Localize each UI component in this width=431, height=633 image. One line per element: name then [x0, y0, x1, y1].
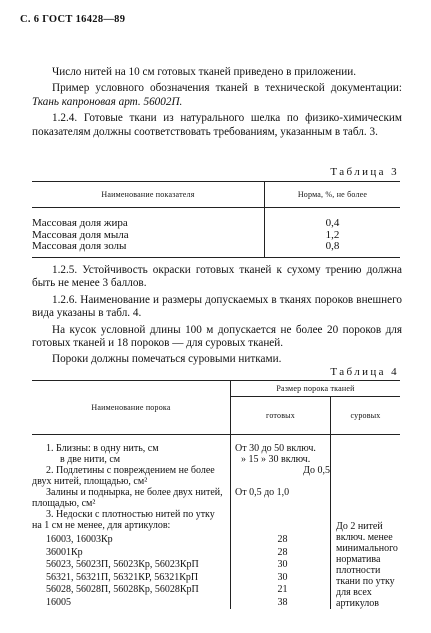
- table-row: [32, 487, 400, 509]
- defect-3-name: 3. Недоски с плотностью нитей по утку на 1 см не менее, для артикулов:: [32, 509, 231, 534]
- table3-row-name: Массовая доля мыла: [32, 230, 265, 242]
- defect-finished-value: [231, 465, 331, 487]
- defect-raw-note: До 2 нитей включ. менее минимального норматива плотности ткани по утку для всех артикулов: [336, 521, 398, 609]
- table3-caption: Таблица 3: [330, 166, 399, 178]
- article-name: 16005: [32, 597, 231, 610]
- article-name: 36001Кр: [32, 547, 231, 560]
- article-value: 30: [277, 559, 288, 570]
- paragraph-appendix: Число нитей на 10 см готовых тканей приведено в приложении.: [52, 66, 357, 78]
- table-row: [32, 218, 400, 230]
- article-name: 56321, 56321П, 56321КР, 56321КрП: [32, 572, 231, 585]
- example-designation: Ткань капроновая арт. 56002П.: [32, 95, 183, 108]
- table-row: [32, 443, 400, 465]
- table3-col1-header: Наименование показателя: [32, 182, 265, 208]
- article-name: 56023, 56023П, 56023Кр, 56023КрП: [32, 559, 231, 572]
- table4-col3-header: суровых: [331, 397, 401, 435]
- paragraph-1-2-5: 1.2.5. Устойчивость окраски готовых тканей к сухому трению должна быть не менее 3 баллов.: [32, 264, 402, 290]
- table-row: [32, 465, 400, 487]
- paragraph-1-2-6: 1.2.6. Наименование и размеры допускаемых в тканях пороков внешнего вида указаны в табл. 4.: [32, 293, 402, 320]
- table-row: [32, 241, 400, 253]
- mid-block: [32, 264, 402, 367]
- table4-col1-header: Наименование порока: [32, 381, 231, 435]
- defect-finished-value: [231, 487, 331, 509]
- table4-caption: Таблица 4: [330, 366, 399, 378]
- article-name: 16003, 16003Кр: [32, 534, 231, 547]
- defect-2b-value: От 0,5 до 1,0: [235, 487, 290, 498]
- table3-row-value: 0,8: [325, 240, 340, 252]
- table3-row-name: Массовая доля жира: [32, 218, 265, 230]
- defect-1-line2: в две нити, см: [60, 454, 121, 465]
- article-value: 30: [277, 571, 288, 583]
- table-row: [32, 509, 400, 534]
- defect-2-name: 2. Подлетины с повреждением не более двух нитей, площадью, см²: [32, 465, 231, 487]
- defect-finished-value: [231, 443, 331, 465]
- defect-1-value2: » 15 » 30 включ.: [241, 454, 311, 465]
- article-value: 21: [277, 584, 288, 595]
- article-value: 38: [277, 596, 288, 608]
- table3-row-name: Массовая доля золы: [32, 241, 265, 253]
- table3-row-value: 1,2: [325, 228, 340, 241]
- table-4: [32, 380, 400, 609]
- table-3: [32, 181, 400, 258]
- table4-col2-header: готовых: [231, 397, 331, 435]
- paragraph-marking: Пороки должны помечаться суровыми нитками.: [52, 353, 282, 366]
- table3-row-value: 0,4: [325, 217, 340, 229]
- article-value: 28: [277, 546, 288, 558]
- article-value: 28: [277, 534, 288, 545]
- paragraph-example: [32, 82, 402, 109]
- page-header: С. 6 ГОСТ 16428—89: [20, 14, 126, 25]
- example-text: Пример условного обозначения тканей в технической документации:: [52, 82, 402, 95]
- intro-block: [32, 66, 402, 139]
- defect-2b-name: Залины и поднырка, не более двух нитей, площадью, см²: [32, 487, 231, 509]
- defect-name: [32, 443, 231, 465]
- defect-1-line1: 1. Близны: в одну нить, см: [46, 443, 159, 454]
- defect-2-value: До 0,5: [303, 465, 330, 476]
- defect-1-value1: От 30 до 50 включ.: [235, 443, 316, 454]
- paragraph-defect-limit: На кусок условной длины 100 м допускается не более 20 пороков для готовых тканей и 18 пороков — для суровых тканей.: [32, 323, 402, 350]
- paragraph-1-2-4: 1.2.4. Готовые ткани из натурального шелка по физико-химическим показателям должны соответствовать требованиям, указанным в табл. 3.: [32, 112, 402, 138]
- article-name: 56028, 56028П, 56028Кр, 56028КрП: [32, 584, 231, 597]
- table4-group-header: Размер порока тканей: [231, 381, 401, 397]
- table3-col2-header: Норма, %, не более: [265, 182, 401, 208]
